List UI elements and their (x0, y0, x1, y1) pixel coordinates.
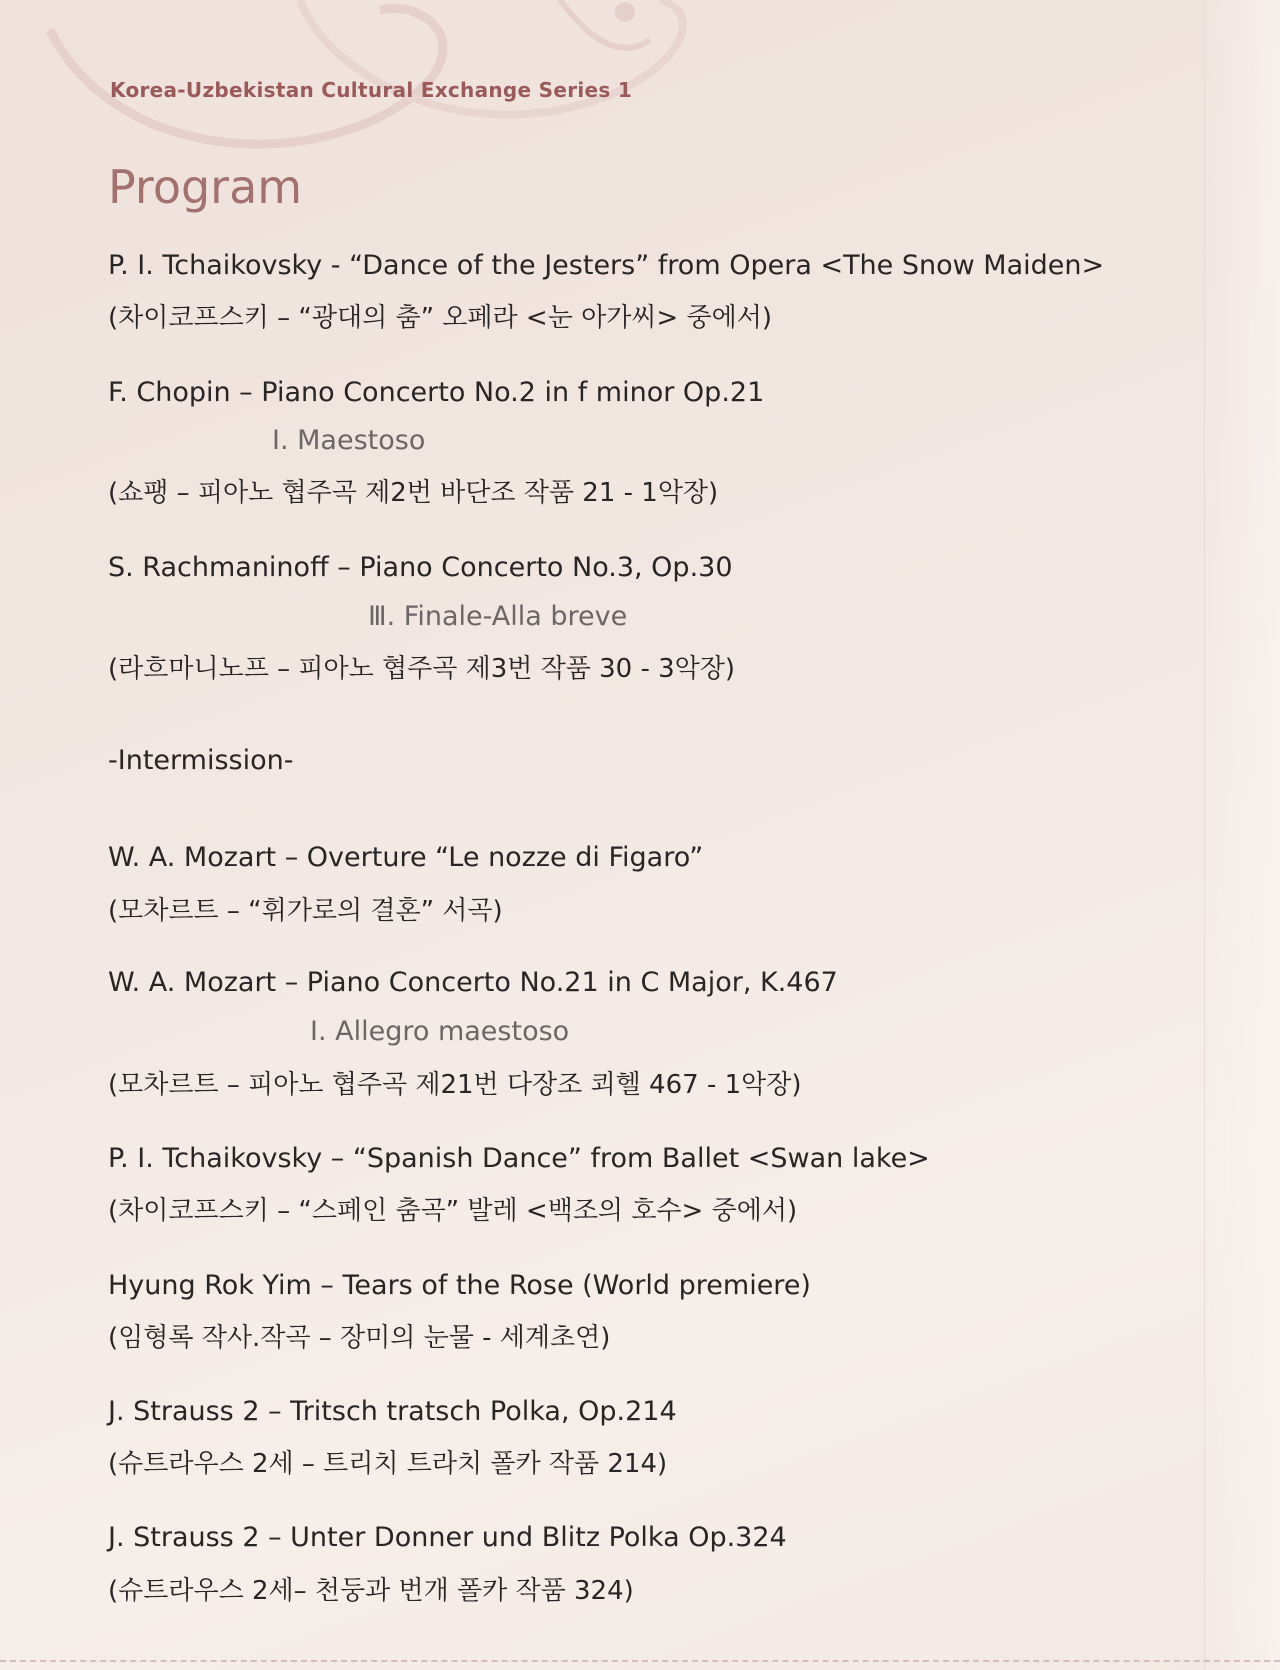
program-item-8-korean: (슈트라우스 2세 – 트리치 트라치 폴카 작품 214) (108, 1449, 668, 1479)
intermission-label: -Intermission- (108, 745, 294, 776)
program-item-2-movement: Ⅰ. Maestoso (272, 425, 426, 456)
program-item-1-korean: (차이코프스키 – “광대의 춤” 오페라 <눈 아가씨> 중에서) (108, 303, 772, 333)
program-item-2-korean: (쇼팽 – 피아노 협주곡 제2번 바단조 작품 21 - 1악장) (108, 478, 719, 508)
program-item-3-movement: Ⅲ. Finale-Alla breve (368, 601, 628, 632)
page-fold (1204, 0, 1280, 1670)
program-item-6-title: P. I. Tchaikovsky – “Spanish Dance” from Ballet <Swan lake> (108, 1143, 930, 1174)
perforated-edge (0, 1660, 1280, 1662)
program-item-3-title: S. Rachmaninoff – Piano Concerto No.3, Op.30 (108, 552, 733, 583)
program-item-5-korean: (모차르트 – 피아노 협주곡 제21번 다장조 쾨헬 467 - 1악장) (108, 1070, 802, 1100)
program-item-5-title: W. A. Mozart – Piano Concerto No.21 in C Major, K.467 (108, 967, 838, 998)
program-item-9-title: J. Strauss 2 – Unter Donner und Blitz Polka Op.324 (108, 1522, 787, 1553)
page-title: Program (108, 160, 303, 214)
program-item-2-title: F. Chopin – Piano Concerto No.2 in f minor Op.21 (108, 377, 765, 408)
program-item-8-title: J. Strauss 2 – Tritsch tratsch Polka, Op.214 (108, 1396, 677, 1427)
program-item-6-korean: (차이코프스키 – “스페인 춤곡” 발레 <백조의 호수> 중에서) (108, 1196, 798, 1226)
program-item-1-title: P. I. Tchaikovsky - “Dance of the Jesters” from Opera <The Snow Maiden> (108, 250, 1105, 281)
program-item-3-korean: (라흐마니노프 – 피아노 협주곡 제3번 작품 30 - 3악장) (108, 654, 736, 684)
program-item-9-korean: (슈트라우스 2세– 천둥과 번개 폴카 작품 324) (108, 1576, 634, 1606)
series-title: Korea-Uzbekistan Cultural Exchange Series 1 (110, 78, 633, 102)
program-item-5-movement: Ⅰ. Allegro maestoso (310, 1016, 570, 1047)
program-item-7-title: Hyung Rok Yim – Tears of the Rose (World premiere) (108, 1270, 811, 1301)
program-item-7-korean: (임형록 작사.작곡 – 장미의 눈물 - 세계초연) (108, 1323, 611, 1353)
program-item-4-title: W. A. Mozart – Overture “Le nozze di Figaro” (108, 842, 704, 873)
program-item-4-korean: (모차르트 – “휘가로의 결혼” 서곡) (108, 896, 503, 926)
